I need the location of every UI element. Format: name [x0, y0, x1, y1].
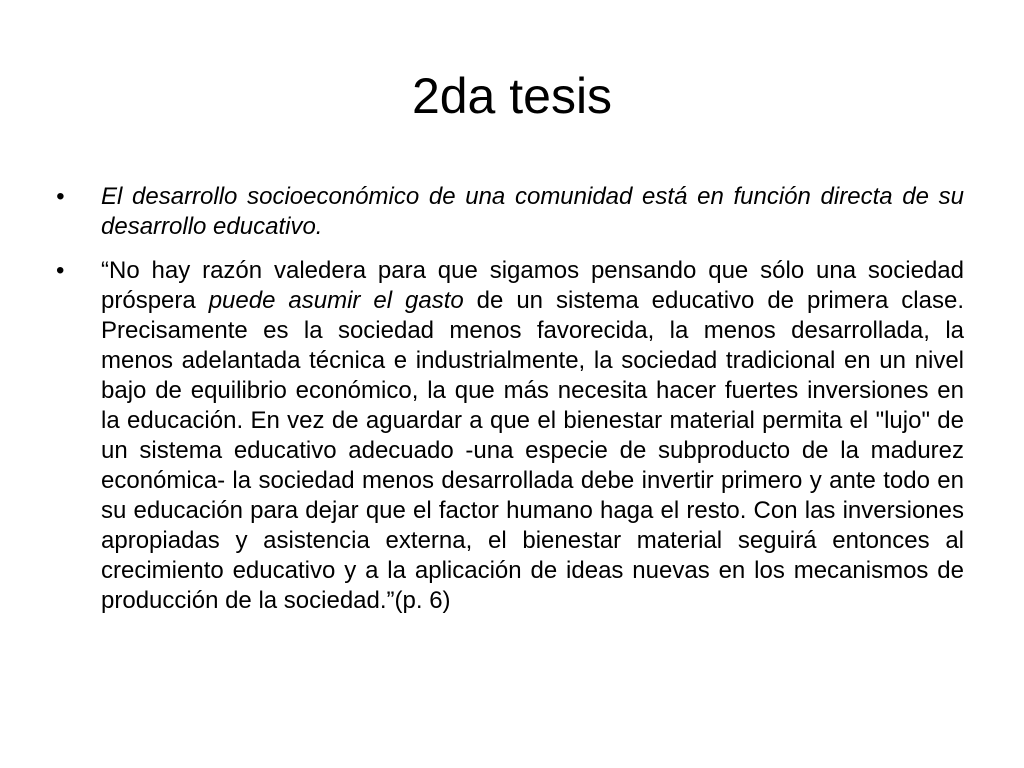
bullet-quote-text-end: de un sistema educativo de primera clase. Precisamente es la sociedad menos favorecida, la menos desarrollada, la menos adelantada técnica e industrialmente, la sociedad tradicional en un nivel bajo de equilibrio económico, la que más necesita hacer fuertes inversiones en la educación. En vez de aguardar a que el bienestar material permita el "lujo" de un sistema educativo adecuado -una especie de subproducto de la madurez económica- la sociedad menos desarrollada debe invertir primero y ante todo en su educación para dejar que el factor humano haga el resto. Con las inversiones apropiadas y asistencia externa, el bienestar material seguirá entonces al crecimiento educativo y a la aplicación de ideas nuevas en los mecanismos de producción de la sociedad.”(p. 6) — [101, 287, 965, 614]
slide-content — [56, 182, 964, 630]
bullet-quote — [56, 256, 964, 616]
bullet-icon: • — [56, 257, 65, 284]
bullet-quote-text-start: “No hay razón valedera para que sigamos pensando que sólo una sociedad próspera — [101, 257, 964, 314]
bullet-icon: • — [56, 183, 65, 210]
bullet-thesis — [56, 182, 964, 242]
slide-title: 2da tesis — [411, 68, 613, 124]
bullet-quote-emphasis: puede asumir el gasto — [208, 287, 464, 314]
bullet-thesis-text: El desarrollo socioeconómico de una comunidad está en función directa de su desarrollo educativo. — [101, 183, 964, 240]
